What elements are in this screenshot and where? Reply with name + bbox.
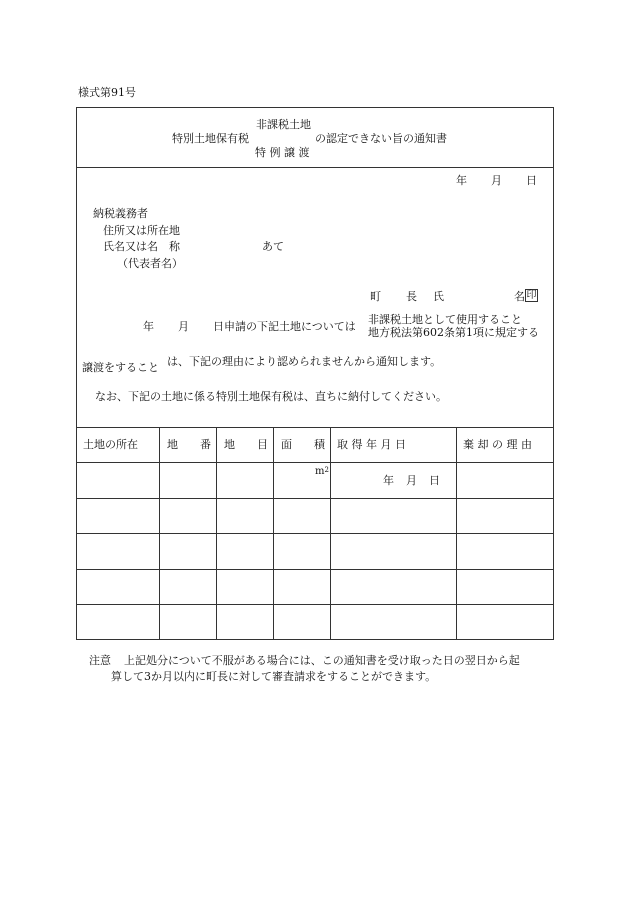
table-row-border	[76, 569, 554, 570]
table-column-border	[159, 427, 160, 640]
title-main-right: の認定できない旨の通知書	[315, 132, 447, 145]
address-label: 住所又は所在地	[103, 224, 180, 237]
table-column-border	[216, 427, 217, 640]
date-day: 日	[526, 174, 537, 187]
note-line-1: 上記処分について不服がある場合には、この通知書を受け取った日の翌日から起	[124, 654, 520, 667]
table-header-border	[76, 462, 554, 463]
table-row-border	[76, 533, 554, 534]
header-acquisition-date: 取 得 年 月 日	[337, 438, 406, 451]
issuer-shi: 氏	[433, 290, 444, 303]
application-month: 月	[178, 320, 189, 333]
issuer-town: 町	[370, 290, 381, 303]
taxpayer-label: 納税義務者	[93, 207, 148, 220]
date-month: 月	[491, 174, 502, 187]
name-label: 氏名又は名 称	[103, 240, 180, 253]
table-row-border	[76, 604, 554, 605]
title-option-special: 特 例 譲 渡	[255, 146, 310, 159]
note-label: 注意	[89, 654, 111, 667]
header-lot-number: 地 番	[167, 438, 211, 451]
reason-text: は、下記の理由により認められませんから通知します。	[167, 355, 442, 368]
header-area: 面 積	[281, 438, 325, 451]
note-line-2: 算して3か月以内に町長に対して審査請求をすることができます。	[111, 670, 437, 683]
acquisition-year: 年	[383, 474, 394, 487]
table-top-border	[76, 427, 554, 428]
issuer-chief: 長	[406, 290, 417, 303]
issuer-mei: 名	[514, 290, 525, 303]
seal-mark: 印	[526, 290, 537, 301]
representative-label: （代表者名）	[117, 257, 183, 270]
header-rejection-reason: 棄 却 の 理 由	[463, 438, 532, 451]
acquisition-day: 日	[429, 474, 440, 487]
area-unit: $m^2$	[315, 466, 329, 477]
date-year: 年	[456, 174, 467, 187]
option-transfer: 譲渡をすること	[82, 361, 159, 374]
table-column-border	[273, 427, 274, 640]
option-use-nontaxable: 非課税土地として使用すること	[368, 313, 522, 326]
application-year: 年	[143, 320, 154, 333]
title-main-left: 特別土地保有税	[172, 132, 249, 145]
header-land-category: 地 目	[224, 438, 268, 451]
application-day-text: 日申請の下記土地については	[213, 320, 356, 333]
payment-notice-text: なお、下記の土地に係る特別土地保有税は、直ちに納付してください。	[95, 390, 447, 403]
form-number: 様式第91号	[78, 86, 136, 99]
option-local-tax-law: 地方税法第602条第1項に規定する	[368, 326, 539, 339]
title-divider	[76, 167, 554, 168]
table-row-border	[76, 498, 554, 499]
title-option-nontaxable: 非課税土地	[256, 118, 311, 131]
header-location: 土地の所在	[83, 438, 138, 451]
addressee-ate: あて	[262, 240, 284, 253]
table-column-border	[456, 427, 457, 640]
acquisition-month: 月	[406, 474, 417, 487]
table-column-border	[330, 427, 331, 640]
